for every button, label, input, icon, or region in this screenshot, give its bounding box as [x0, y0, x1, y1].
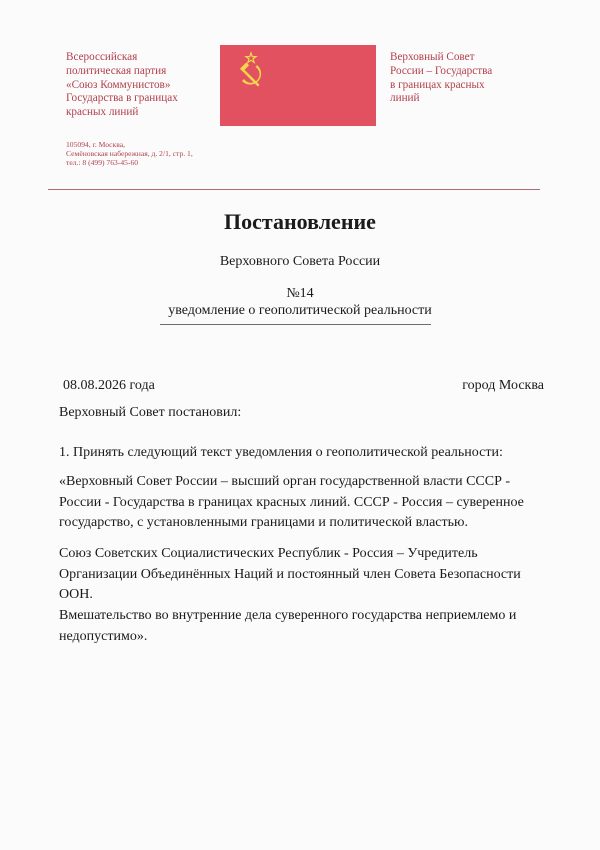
document-subject: уведомление о геополитической реальности	[168, 303, 432, 318]
paragraph-line: Организации Объединённых Наций и постоянный член Совета Безопасности	[59, 566, 521, 582]
document-title: Постановление	[224, 209, 376, 234]
council-name-line: России – Государства	[390, 64, 493, 77]
party-name-line: «Союз Коммунистов»	[66, 78, 171, 91]
address-line: Семёновская набережная, д. 2/1, стр. 1,	[66, 149, 193, 159]
paragraph-item-1	[59, 443, 549, 464]
paragraph-quote-1	[59, 472, 549, 534]
hammer-and-sickle-icon	[230, 51, 272, 93]
address-line: 105094, г. Москва,	[66, 140, 125, 149]
paragraph-line: Верховный Совет постановил:	[59, 405, 242, 420]
paragraph-resolution-intro	[59, 403, 549, 424]
paragraph-line: 1. Принять следующий текст уведомления о геополитической реальности:	[59, 445, 503, 460]
paragraph-line: Вмешательство во внутренние дела суверенного государства неприемлемо и	[59, 608, 517, 623]
party-name-line: Государства в границах	[66, 92, 178, 105]
party-name-block	[66, 51, 216, 120]
council-name-line: в границах красных	[390, 78, 485, 91]
header-divider	[48, 189, 540, 190]
paragraph-line: Союз Советских Социалистических Республик - Россия – Учредитель	[59, 546, 478, 561]
party-name-line: Всероссийская	[66, 51, 138, 63]
paragraph-quote-3	[59, 606, 549, 647]
council-name-line: Верховный Совет	[390, 51, 475, 63]
document-subtitle: Верховного Совета России	[219, 254, 381, 269]
document-number: №14	[286, 286, 314, 301]
soviet-flag	[220, 45, 376, 126]
paragraph-line: «Верховный Совет России – высший орган государственной власти СССР -	[59, 474, 511, 489]
council-name-line: линий	[390, 92, 420, 105]
party-name-line: красных линий	[66, 106, 139, 119]
party-address	[66, 140, 236, 168]
paragraph-line: России - Государства в границах красных линий. СССР - Россия – суверенное	[59, 494, 524, 510]
paragraph-quote-2	[59, 544, 549, 606]
party-name-line: политическая партия	[66, 64, 167, 77]
council-name-block	[390, 51, 540, 106]
paragraph-line: ООН.	[59, 587, 93, 602]
document-city: город Москва	[462, 378, 544, 393]
document-date: 08.08.2026 года	[63, 378, 155, 393]
subject-underline	[160, 324, 431, 325]
paragraph-line: государство, с установленными границами и политической властью.	[59, 515, 468, 530]
paragraph-line: недопустимо».	[59, 628, 148, 644]
address-line: тел.: 8 (499) 763-45-60	[66, 158, 139, 168]
